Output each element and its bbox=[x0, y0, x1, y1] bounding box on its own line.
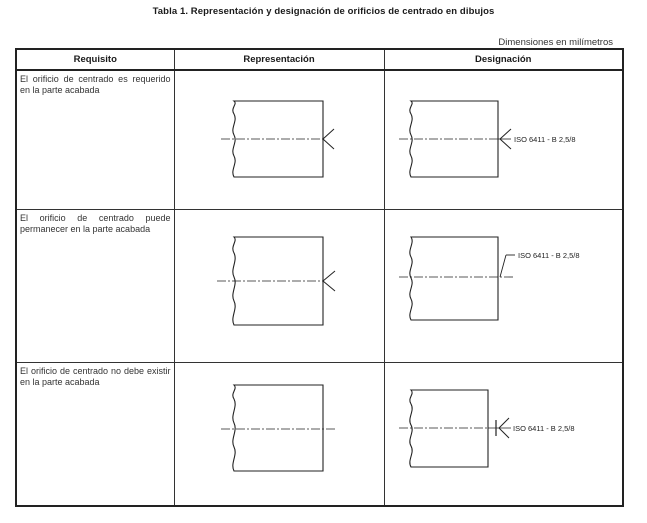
workpiece-outline bbox=[409, 237, 497, 320]
center-hole-symbol bbox=[323, 271, 335, 281]
requisito-text: El orificio de centrado es requerido en la parte acabada bbox=[20, 74, 171, 95]
table-row bbox=[16, 209, 623, 362]
representation-drawing bbox=[175, 363, 385, 507]
requisito-text: El orificio de centrado puede permanecer en la parte acabada bbox=[20, 212, 171, 234]
designacion-cell bbox=[384, 362, 623, 506]
representacion-cell bbox=[174, 362, 384, 506]
column-header-requisito: Requisito bbox=[16, 49, 174, 70]
requisito-cell bbox=[16, 70, 174, 209]
units-note: Dimensiones en milímetros bbox=[498, 37, 613, 48]
designation-drawing bbox=[385, 363, 624, 507]
representation-drawing bbox=[175, 71, 385, 210]
column-header-designacion: Designación bbox=[384, 49, 623, 70]
table-title: Tabla 1. Representación y designación de orificios de centrado en dibujos bbox=[152, 6, 495, 17]
representacion-cell bbox=[174, 70, 384, 209]
requisito-cell bbox=[16, 362, 174, 506]
representacion-cell bbox=[174, 209, 384, 362]
table-row bbox=[16, 70, 623, 209]
center-hole-symbol bbox=[323, 129, 334, 139]
column-header-representacion: Representación bbox=[174, 49, 384, 70]
designation-label: ISO 6411 - B 2,5/8 bbox=[517, 250, 580, 260]
workpiece-outline bbox=[232, 385, 322, 471]
center-hole-table bbox=[15, 48, 624, 507]
designation-drawing bbox=[385, 71, 624, 210]
designacion-cell bbox=[384, 209, 623, 362]
table-header-row bbox=[16, 49, 623, 70]
workpiece-outline bbox=[409, 390, 487, 467]
center-hole-symbol bbox=[500, 129, 511, 139]
center-hole-symbol bbox=[499, 418, 509, 428]
designation-label: ISO 6411 - B 2,5/8 bbox=[513, 135, 576, 144]
designation-label: ISO 6411 - B 2,5/8 bbox=[512, 423, 575, 433]
requisito-cell bbox=[16, 209, 174, 362]
table-row bbox=[16, 362, 623, 506]
designacion-cell bbox=[384, 70, 623, 209]
requisito-text: El orificio de centrado no debe existir en la parte acabada bbox=[20, 365, 171, 387]
designation-drawing bbox=[385, 210, 624, 363]
leader-line bbox=[500, 255, 506, 277]
workpiece-outline bbox=[409, 101, 497, 177]
representation-drawing bbox=[175, 210, 385, 363]
